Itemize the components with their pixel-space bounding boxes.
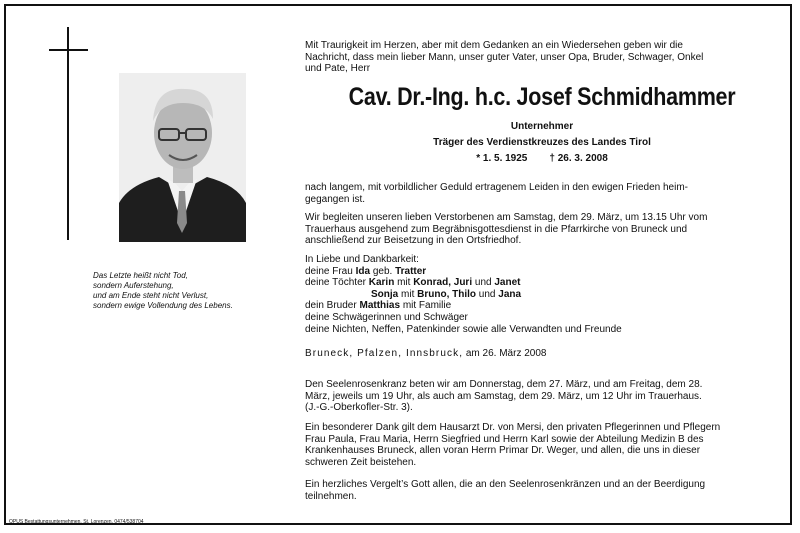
deceased-honor: Träger des Verdienstkreuzes des Landes Tirol [433,137,651,148]
mourner-brother: dein Bruder Matthias mit Familie [305,300,452,312]
quote-line: Das Letzte heißt nicht Tod, [93,271,188,280]
funeral-line: Trauerhaus ausgehend zum Begräbnisgottesdienst in die Pfarrkirche von Bruneck und [305,223,688,235]
intro-line: Mit Traurigkeit im Herzen, aber mit dem Gedanken an ein Wiedersehen geben wir die [305,40,683,51]
mourner-daughter-2: Sonja mit Bruno, Thilo und Jana [371,288,522,300]
cross-vertical-bar [67,27,69,240]
mourners-list [305,254,779,335]
deceased-role: Unternehmer [510,121,574,132]
passing-line: nach langem, mit vorbildlicher Geduld ertragenem Leiden in den ewigen Frieden heim- [305,182,688,193]
thanks-line: Ein besonderer Dank gilt dem Hausarzt Dr. von Mersi, den privaten Pflegerinnen und Pflegern [305,422,721,433]
passing-paragraph [305,182,779,205]
passing-line: gegangen ist. [305,193,366,205]
portrait-photo [119,73,246,242]
thanks-line: schweren Zeit beistehen. [305,456,417,468]
intro-paragraph [305,40,779,75]
mourner-inlaws: deine Schwägerinnen und Schwäger [305,311,468,323]
rosary-paragraph [305,379,779,414]
intro-line: Nachricht, dass mein lieber Mann, unser guter Vater, unser Opa, Bruder, Schwager, Onkel [305,51,704,63]
closing-line: Ein herzliches Vergelt’s Gott allen, die an den Seelenrosenkränzen und an der Beerdigung [305,479,706,490]
place-names: Bruneck, Pfalzen, Innsbruck, [305,348,464,359]
funeral-paragraph [305,212,779,247]
rosary-line: März, jeweils um 19 Uhr, als auch am Samstag, dem 29. März, um 12 Uhr im Trauerhaus. [305,390,702,402]
funeral-line: anschließend zur Beisetzung in den Ortsfriedhof. [305,235,522,247]
mourners-heading: In Liebe und Dankbarkeit: [305,254,419,265]
thanks-paragraph [305,422,779,468]
funeral-line: Wir begleiten unseren lieben Verstorbenen am Samstag, dem 29. März, um 13.15 Uhr vom [305,212,708,223]
mourner-relatives: deine Nichten, Neffen, Patenkinder sowie alle Verwandten und Freunde [305,323,622,335]
footer-credit: OPUS Bestattungsunternehmen, St. Lorenzen, 0474/538704 [9,519,144,525]
rosary-line: Den Seelenrosenkranz beten wir am Donnerstag, dem 27. März, und am Freitag, dem 28. [305,379,703,390]
birth-date: * 1. 5. 1925 [476,153,528,164]
portrait-illustration [119,73,246,242]
announcement-date: am 26. März 2008 [463,348,547,359]
mourner-daughter-1: deine Töchter Karin mit Konrad, Juri und Janet [305,277,521,289]
thanks-line: Frau Paula, Frau Maria, Herrn Siegfried und Herrn Karl sowie der Abteilung Medizin B des [305,433,704,445]
quote-block [93,271,293,311]
intro-line: und Pate, Herr [305,63,371,75]
cross-horizontal-bar [49,49,88,51]
quote-line: und am Ende steht nicht Verlust, [93,291,209,300]
quote-line: sondern ewige Vollendung des Lebens. [93,301,233,310]
closing-paragraph [305,479,779,502]
life-dates [305,153,779,165]
rosary-line: (J.-G.-Oberkofler-Str. 3). [305,402,413,414]
mourner-wife: deine Frau Ida geb. Tratter [305,265,427,277]
quote-line: sondern Auferstehung, [93,281,174,290]
place-date [305,348,779,360]
death-date: † 26. 3. 2008 [549,153,608,164]
deceased-name: Cav. Dr.-Ing. h.c. Josef Schmidhammer [348,83,736,111]
thanks-line: Krankenhauses Bruneck, allen voran Herrn Primar Dr. Weger, und allen, die uns in dieser [305,445,701,457]
closing-line: teilnehmen. [305,490,357,502]
